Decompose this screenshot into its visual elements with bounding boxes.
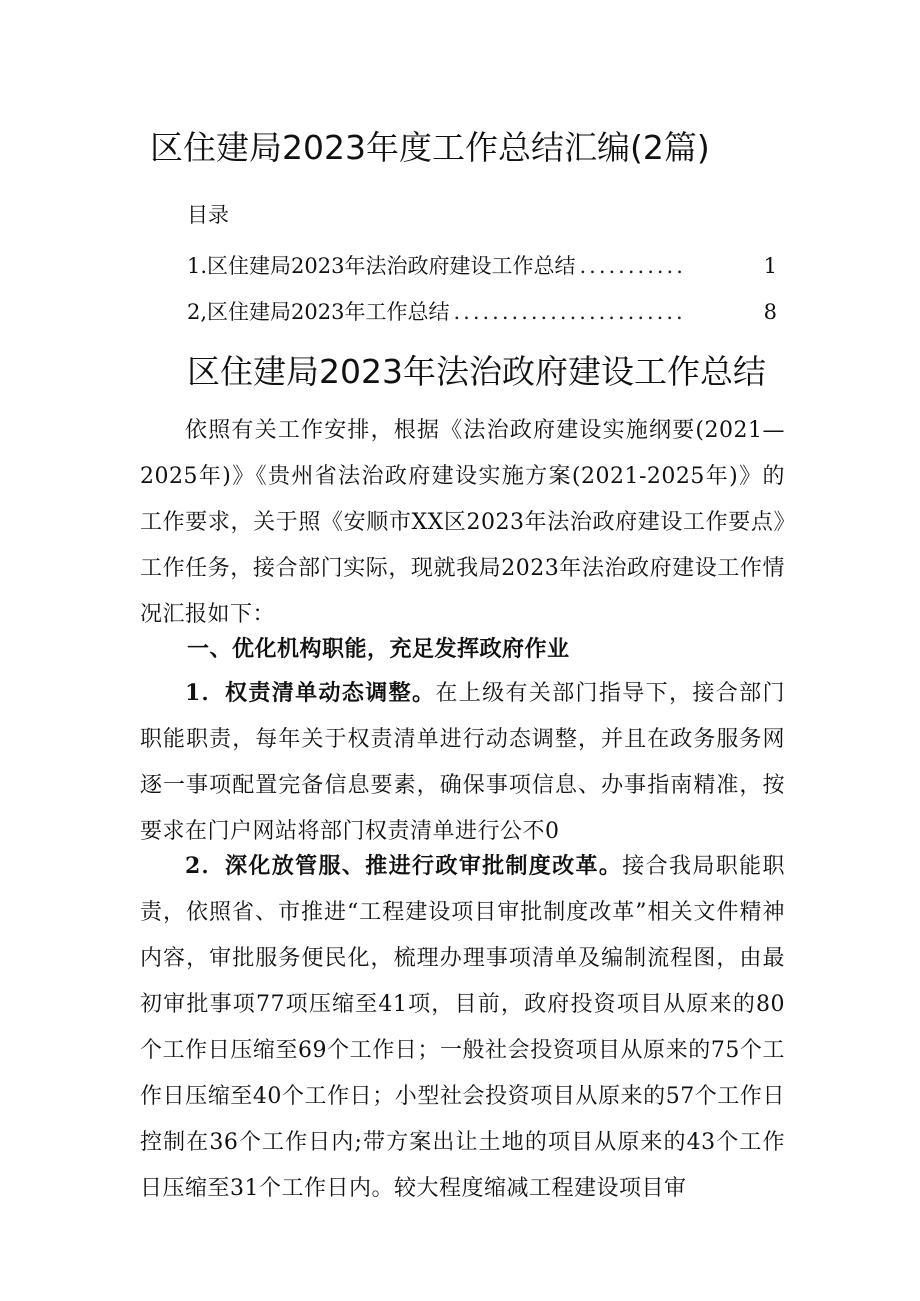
item-1-paragraph	[140, 670, 785, 855]
section-title: 区住建局2023年法治政府建设工作总结	[187, 352, 766, 391]
item-1-lead: 1．权责清单动态调整。	[185, 680, 436, 706]
toc-entry-2[interactable]	[187, 297, 777, 327]
item-2-text: 接合我局职能职责，依照省、市推进“工程建设项目审批制度改革”相关文件精神内容，审批服务便民化，梳理办理事项清单及编制流程图，由最初审批事项77项压缩至41项，目前，政府投资项目从原来的80个工作日压缩至69个工作日；一般社会投资项目从原来的75个工作日压缩至40个工作日；小型社会投资项目从原来的57个工作日控制在36个工作日内;带方案出让土地的项目从原来的43个工作日压缩至31个工作日内。较大程度缩减工程建设项目审	[140, 854, 785, 1201]
toc-page-number: 8	[763, 300, 777, 324]
intro-paragraph: 依照有关工作安排，根据《法治政府建设实施纲要(2021—2025年)》《贵州省法治政府建设实施方案(2021-2025年)》的工作要求，关于照《安顺市XX区2023年法治政府建设工作要点》工作任务，接合部门实际，现就我局2023年法治政府建设工作情况汇报如下：	[140, 418, 785, 627]
item-2-lead: 2．深化放管服、推进行政审批制度改革。	[185, 853, 623, 879]
toc-entry-1[interactable]	[187, 251, 777, 281]
heading-1: 一、优化机构职能，充足发挥政府作业	[187, 636, 570, 662]
document-main-title: 区住建局2023年度工作总结汇编(2篇)	[150, 128, 710, 167]
toc-leader-dots: ........................	[453, 300, 686, 324]
toc-leader-dots: ...........	[579, 254, 686, 278]
toc-entry-label: 1.区住建局2023年法治政府建设工作总结	[187, 254, 576, 278]
toc-entry-label: 2,区住建局2023年工作总结	[187, 300, 450, 324]
item-2-paragraph	[140, 843, 785, 1212]
item-1-text: 在上级有关部门指导下，接合部门职能职责，每年关于权责清单进行动态调整，并且在政务服务网逐一事项配置完备信息要素，确保事项信息、办事指南精准，按要求在门户网站将部门权责清单进行公不0	[140, 681, 785, 844]
toc-page-number: 1	[763, 254, 777, 278]
toc-heading: 目录	[187, 203, 229, 227]
